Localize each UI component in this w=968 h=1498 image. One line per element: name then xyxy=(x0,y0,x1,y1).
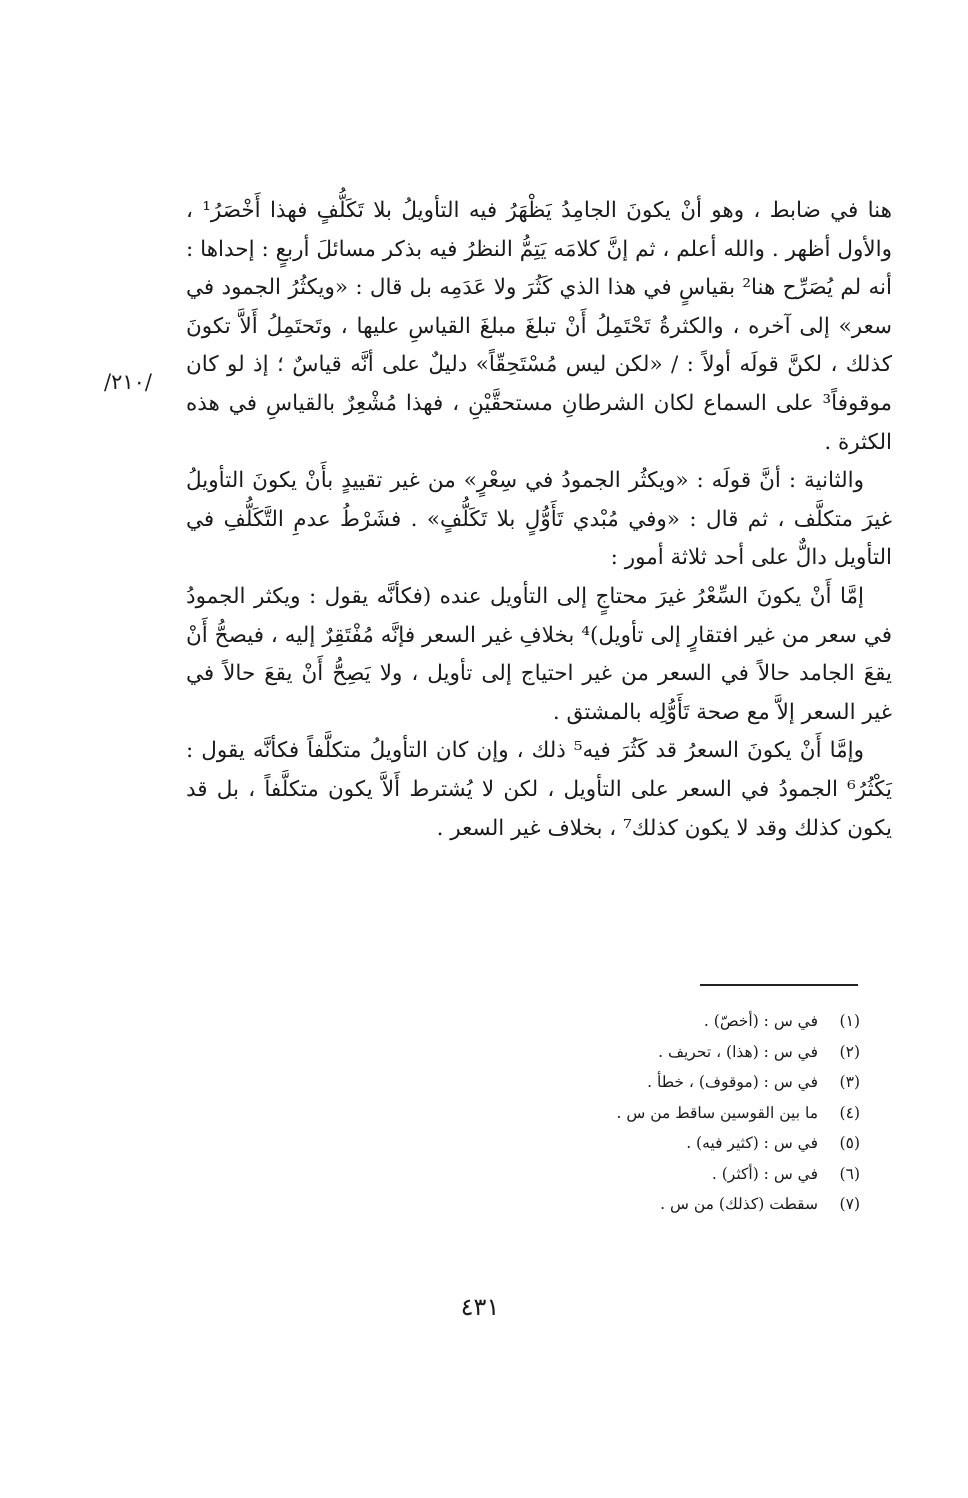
margin-page-reference: /٢١٠/ xyxy=(104,370,152,394)
footnote-3 xyxy=(300,1067,860,1098)
footnote-number: (٧) xyxy=(839,1195,860,1213)
paragraph-1: هنا في ضابط ، وهو أنْ يكونَ الجامِدُ يَظْهَرُ فيه التأويلُ بلا تَكَلُّفٍ فهذا أَخْصَرُ¹ ، والأول أظهر . والله أعلم ، ثم إنَّ كلامَه يَتِمُّ النظرُ فيه بذكر مسائلَ أربعٍ : إحداها : أنه لم يُصَرِّح هنا² بقياسٍ في هذا الذي كَثُرَ ولا عَدَمِه بل قال : «ويكثُرُ الجمود في سعر» إلى آخره ، والكثرةُ تَحْتَمِلُ أَنْ تبلغَ مبلغَ القياسِ عليها ، وتَحتَمِلُ أَلاَّ تكونَ كذلك ، لكنَّ قولَه أولاً : / «لكن ليس مُسْتَحِقّاً» دليلٌ على أنَّه قياسٌ ؛ إذ لو كان موقوفاً³ على السماع لكان الشرطانِ مستحقَّيْنِ ، فهذا مُشْعِرٌ بالقياسِ في هذه الكثرة . xyxy=(186,198,892,455)
paragraph-2: والثانية : أنَّ قولَه : «ويكثُر الجمودُ في سِعْرٍ» من غير تقييدٍ بأَنْ يكونَ التأويلُ غيرَ متكلَّف ، ثم قال : «وفي مُبْدي تَأَوُّلٍ بلا تَكَلُّفٍ» . فشَرْطُ عدمِ التَّكَلُّفِ في التأويل دالٌّ على أحد ثلاثة أمور : xyxy=(186,468,892,571)
footnote-2 xyxy=(300,1037,860,1068)
paragraph-3: إمَّا أَنْ يكونَ السِّعْرُ غيرَ محتاجٍ إلى التأويل عنده (فكأنَّه يقول : ويكثر الجمودُ في سعر من غير افتقارٍ إلى تأويل)⁴ بخلافِ غير السعر فإنَّه مُفْتَقِرٌ إليه ، فيصحُّ أَنْ يقعَ الجامد حالاً في السعر من غير احتياج إلى تأويل ، ولا يَصِحُّ أَنْ يقعَ حالاً في غير السعر إلاَّ مع صحة تَأَوُّلِه بالمشتق . xyxy=(186,583,892,725)
main-text xyxy=(186,192,892,848)
footnote-number: (١) xyxy=(839,1012,860,1030)
footnote-text: في س : (هذا) ، تحريف . xyxy=(658,1042,818,1061)
footnote-text: في س : (كثير فيه) . xyxy=(686,1134,818,1152)
footnote-text: في س : (أكثر) . xyxy=(711,1164,818,1183)
footnote-text: في س : (أخصّ) . xyxy=(703,1012,818,1030)
footnote-number: (٤) xyxy=(839,1103,860,1122)
footnote-1 xyxy=(300,1006,860,1037)
footnote-number: (٣) xyxy=(839,1073,860,1091)
footnote-text: في س : (موقوف) ، خطأ . xyxy=(647,1073,818,1091)
footnote-5 xyxy=(300,1128,860,1159)
page-number: ٤٣١ xyxy=(460,1293,500,1321)
footnote-number: (٦) xyxy=(839,1164,860,1183)
footnote-separator xyxy=(700,984,858,986)
footnote-text: سقطت (كذلك) من س . xyxy=(660,1195,818,1213)
footnote-number: (٢) xyxy=(839,1042,860,1061)
footnote-number: (٥) xyxy=(839,1134,860,1152)
footnote-7 xyxy=(300,1189,860,1220)
footnote-4 xyxy=(300,1098,860,1129)
paragraph-4: وإمَّا أَنْ يكونَ السعرُ قد كَثُرَ فيه⁵ ذلك ، وإن كان التأويلُ متكلَّفاً فكأنَّه يقول : يَكْثُرُ⁶ الجمودُ في السعر على التأويل ، لكن لا يُشترط أَلاَّ يكون متكلَّفاً ، بل قد يكون كذلك وقد لا يكون كذلك⁷ ، بخلاف غير السعر . xyxy=(186,738,892,841)
footnote-6 xyxy=(300,1159,860,1190)
footnote-text: ما بين القوسين ساقط من س . xyxy=(616,1103,818,1122)
footnotes xyxy=(300,1006,860,1220)
